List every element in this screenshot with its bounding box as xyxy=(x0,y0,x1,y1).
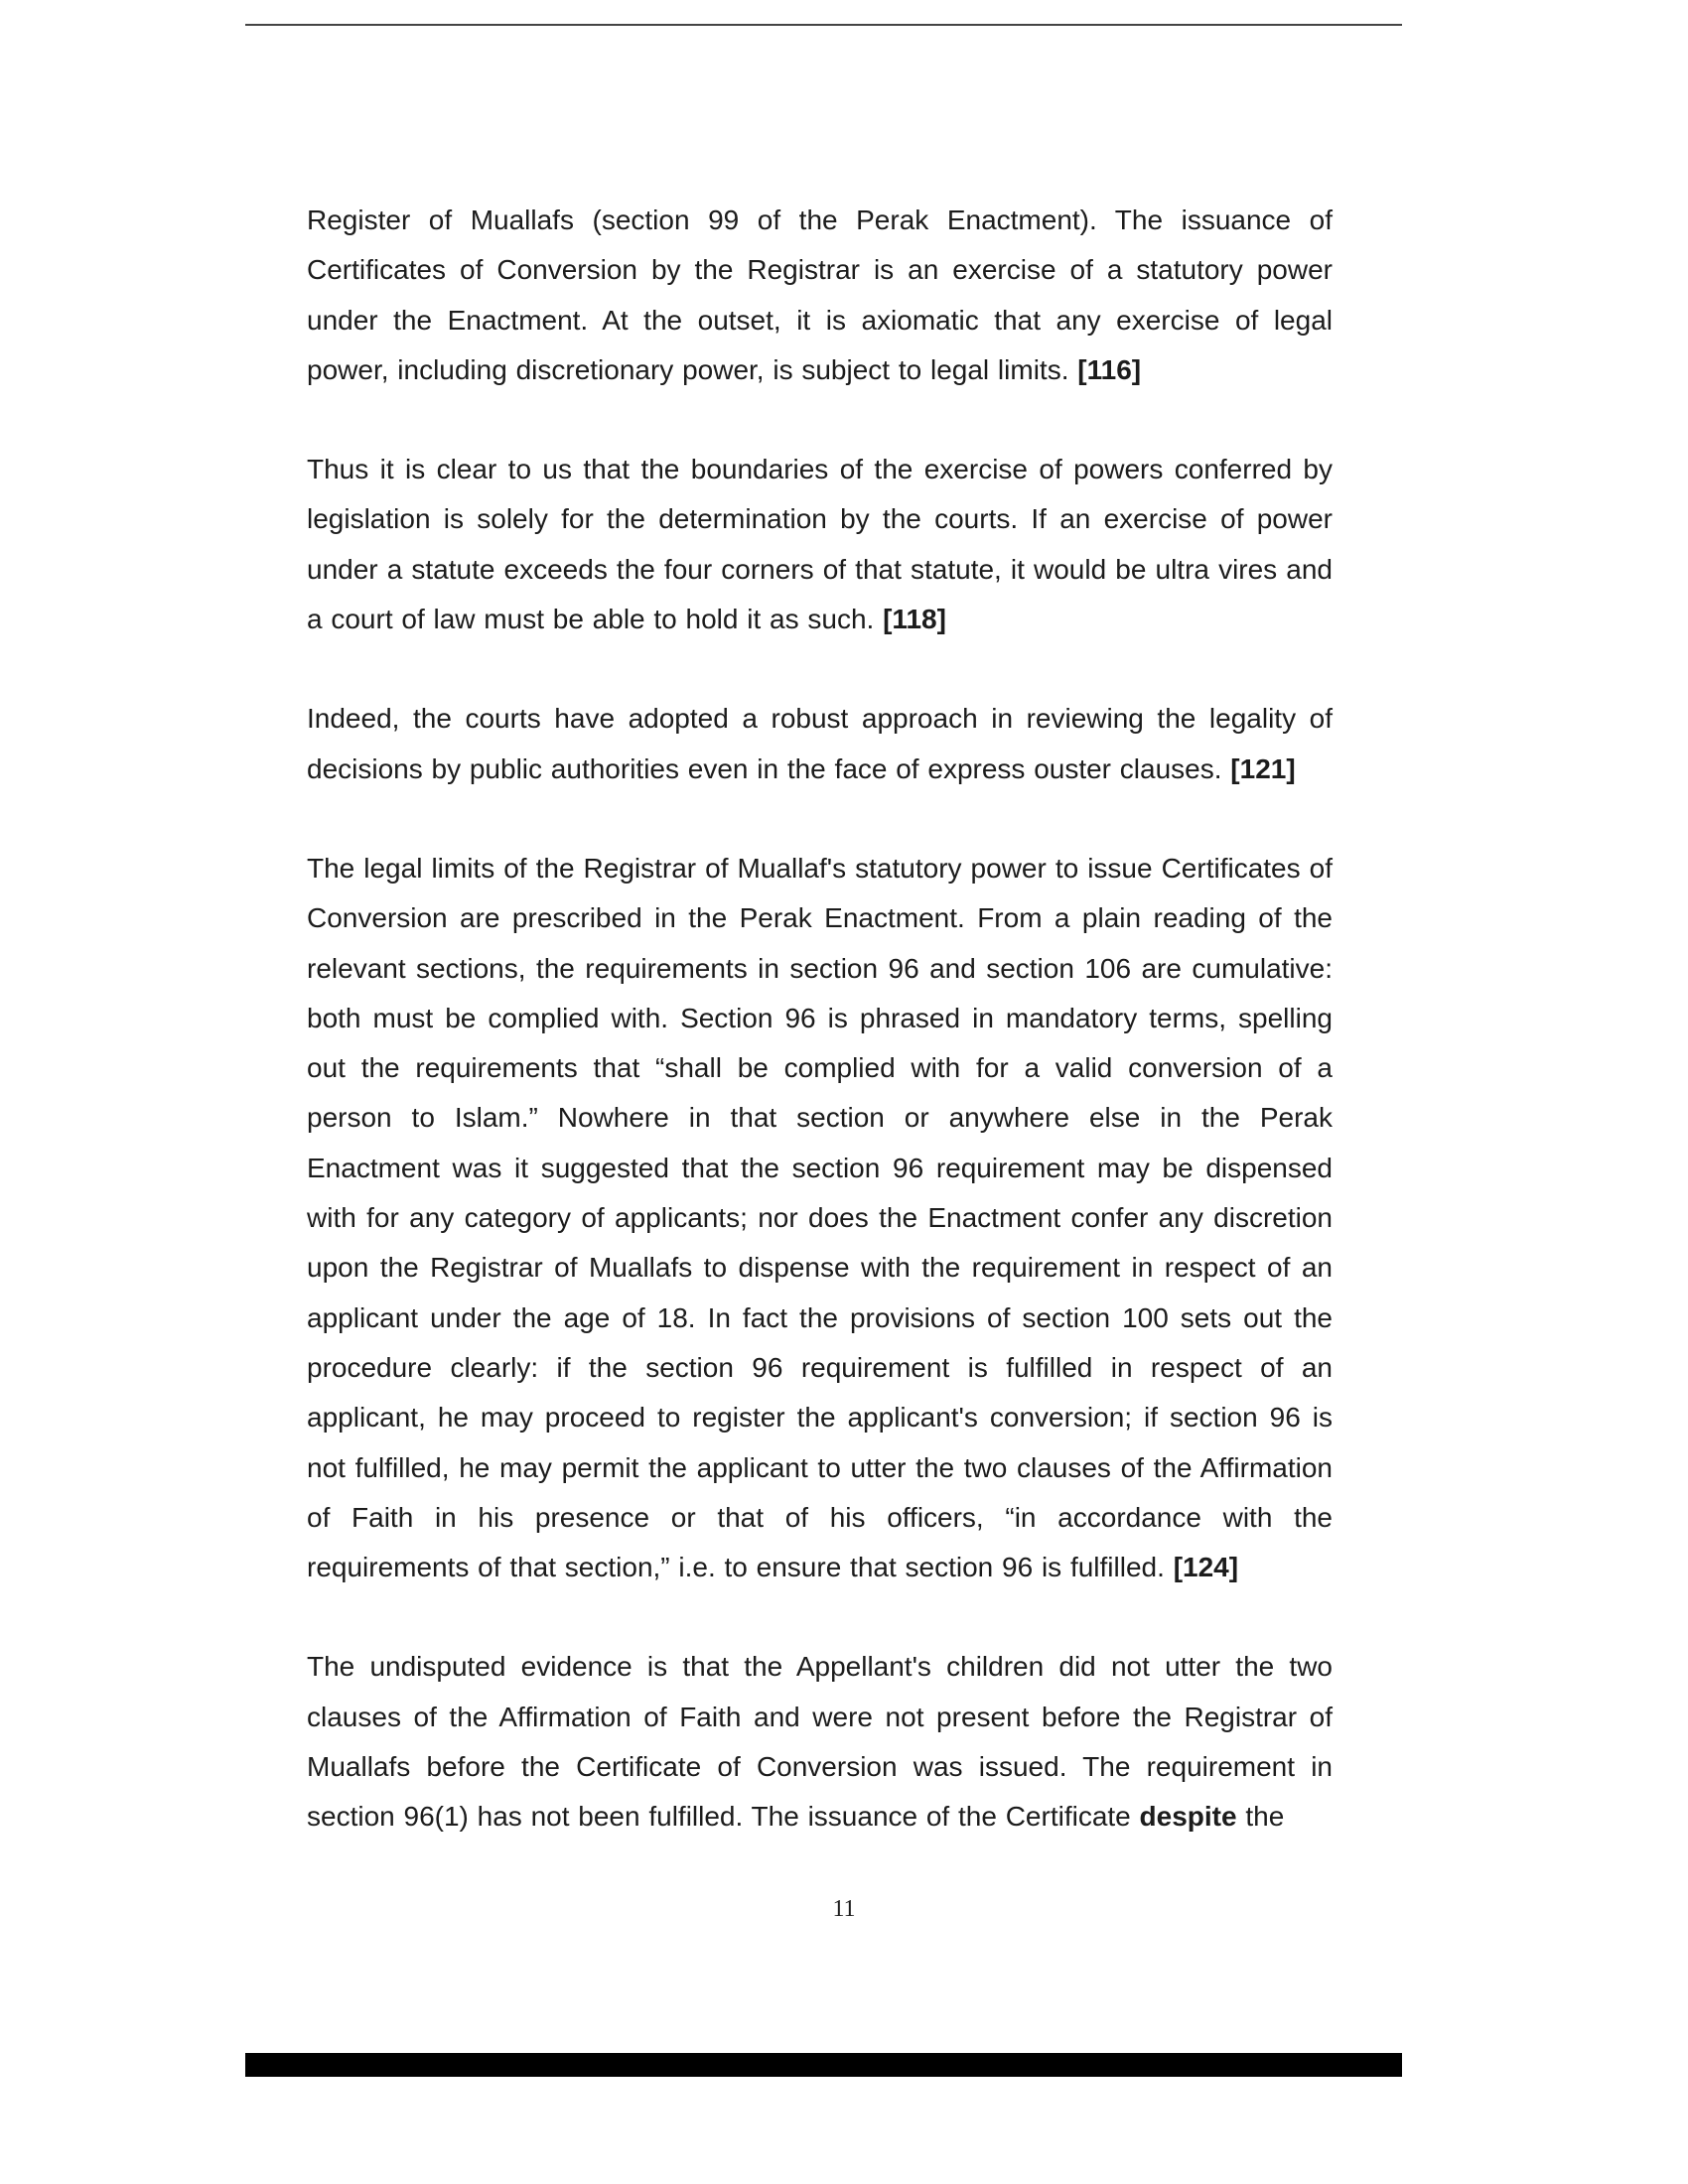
paragraph-reference: [118] xyxy=(883,604,946,635)
paragraph-text: Register of Muallafs (section 99 of the Perak Enactment). The issuance of Certificates of Conversion by the Registrar is an exercise of a statutory power under the Enactment. At the outset, it is axiomatic that any exercise of legal power, including discretionary power, is subject to legal limits. xyxy=(307,205,1333,385)
document-body xyxy=(307,196,1333,1892)
paragraph-tail: the xyxy=(1245,1801,1285,1833)
paragraph-text: The undisputed evidence is that the Appellant's children did not utter the two clauses of the Affirmation of Faith and were not present before the Registrar of Muallafs before the Certificate of Conversion was issued. The requirement in section 96(1) has not been fulfilled. The issuance of the Certificate xyxy=(307,1651,1333,1833)
paragraph-reference: [121] xyxy=(1230,752,1296,784)
bottom-bar xyxy=(245,2053,1402,2077)
paragraph-reference: [124] xyxy=(1173,1552,1239,1583)
emphasis-text: despite xyxy=(1139,1801,1237,1833)
paragraph-text: Thus it is clear to us that the boundaries of the exercise of powers conferred by legislation is solely for the determination by the courts. If an exercise of power under a statute exceeds the four corners of that statute, it would be ultra vires and a court of law must be able to hold it as such. xyxy=(307,454,1333,635)
paragraph-4 xyxy=(307,844,1333,1592)
paragraph-1 xyxy=(307,196,1333,395)
paragraph-text: Indeed, the courts have adopted a robust approach in reviewing the legality of decisions by public authorities even in the face of express ouster clauses. xyxy=(307,703,1333,784)
paragraph-5 xyxy=(307,1642,1333,1842)
page-number: 11 xyxy=(832,1896,856,1922)
top-rule xyxy=(245,24,1402,26)
paragraph-reference: [116] xyxy=(1077,353,1142,385)
paragraph-3 xyxy=(307,694,1333,794)
paragraph-text: The legal limits of the Registrar of Muallaf's statutory power to issue Certificates of Conversion are prescribed in the Perak Enactment. From a plain reading of the relevant sections, the requirements in section 96 and section 106 are cumulative: both must be complied with. Section 96 is phrased in mandatory terms, spelling out the requirements that “shall be complied with for a valid conversion of a person to Islam.” Nowhere in that section or anywhere else in the Perak Enactment was it suggested that the section 96 requirement may be dispensed with for any category of applicants; nor does the Enactment confer any discretion upon the Registrar of Muallafs to dispense with the requirement in respect of an applicant under the age of 18. In fact the provisions of section 100 sets out the procedure clearly: if the section 96 requirement is fulfilled in respect of an applicant, he may proceed to register the applicant's conversion; if section 96 is not fulfilled, he may permit the applicant to utter the two clauses of the Affirmation of Faith in his presence or that of his officers, “in accordance with the requirements of that section,” i.e. to ensure that section 96 is fulfilled. xyxy=(307,852,1333,1583)
paragraph-2 xyxy=(307,445,1333,644)
